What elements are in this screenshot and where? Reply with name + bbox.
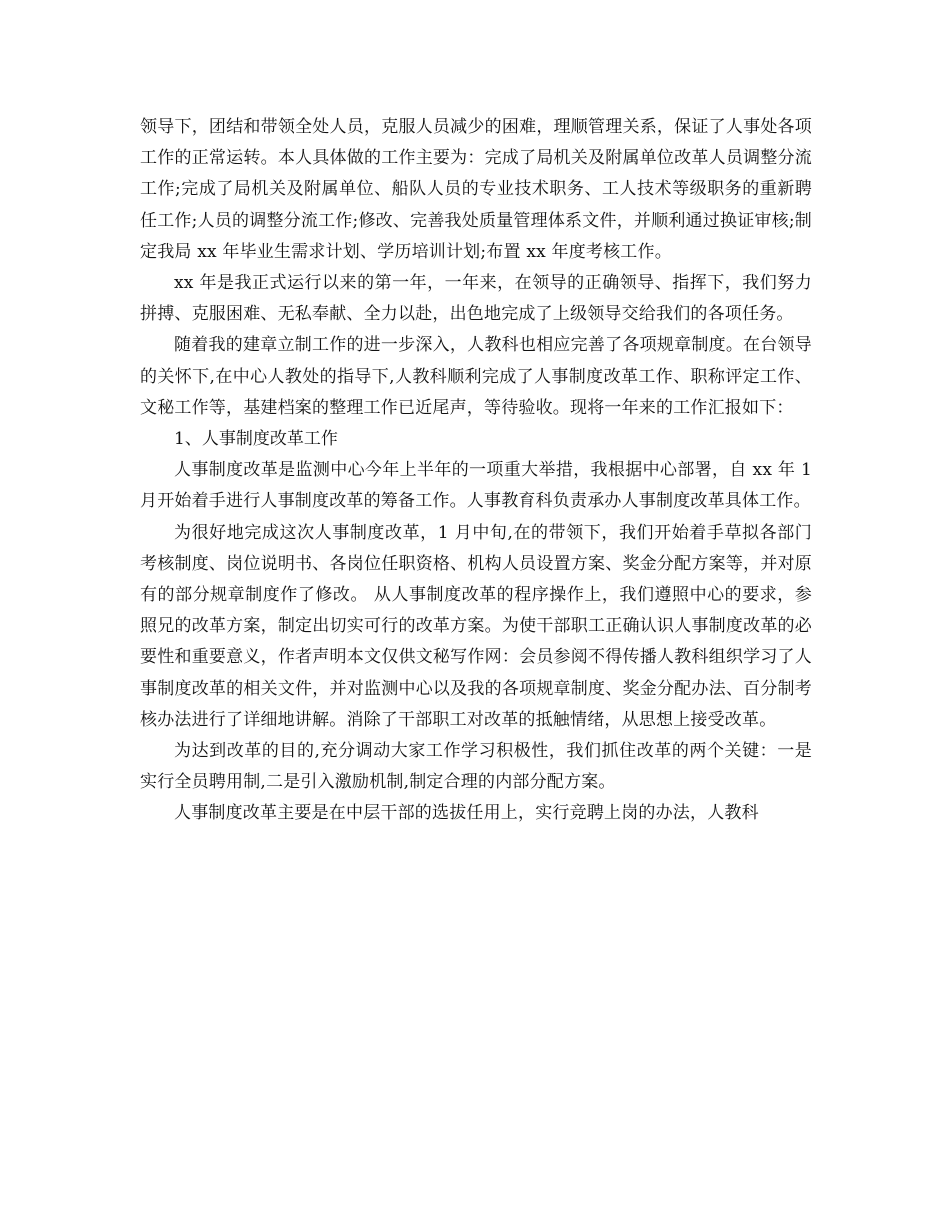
paragraph-2: xx 年是我正式运行以来的第一年，一年来，在领导的正确领导、指挥下，我们努力拼搏、克服困难、无私奉献、全力以赴，出色地完成了上级领导交给我们的各项任务。 [140,273,812,325]
document-page [140,112,812,830]
paragraph-3: 随着我的建章立制工作的进一步深入，人教科也相应完善了各项规章制度。在台领导的关怀下,在中心人教处的指导下,人教科顺利完成了人事制度改革工作、职称评定工作、文秘工作等，基建档案的整理工作已近尾声，等待验收。现将一年来的工作汇报如下： [140,335,812,418]
section-heading-1: 1、人事制度改革工作 [174,429,338,450]
paragraph-5: 为很好地完成这次人事制度改革，1 月中旬,在的带领下，我们开始着手草拟各部门考核制度、岗位说明书、各岗位任职资格、机构人员设置方案、奖金分配方案等，并对原有的部分规章制度作了修改。 从人事制度改革的程序操作上，我们遵照中心的要求，参照兄的改革方案，制定出切实可行的改革方案。为使干部职工正确认识人事制度改革的必要性和重要意义，作者声明本文仅供文秘写作网：会员参阅不得传播人教科组织学习了人事制度改革的相关文件，并对监测中心以及我的各项规章制度、奖金分配办法、百分制考核办法进行了详细地讲解。消除了干部职工对改革的抵触情绪，从思想上接受改革。 [140,522,812,730]
paragraph-6: 为达到改革的目的,充分调动大家工作学习积极性，我们抓住改革的两个关键：一是实行全员聘用制,二是引入激励机制,制定合理的内部分配方案。 [140,741,812,793]
paragraph-1-continued: 领导下，团结和带领全处人员，克服人员减少的困难，理顺管理关系，保证了人事处各项工作的正常运转。本人具体做的工作主要为：完成了局机关及附属单位改革人员调整分流工作;完成了局机关及附属单位、船队人员的专业技术职务、工人技术等级职务的重新聘任工作;人员的调整分流工作;修改、完善我处质量管理体系文件，并顺利通过换证审核;制定我局 xx 年毕业生需求计划、学历培训计划;布置 xx 年度考核工作。 [140,117,812,262]
paragraph-4: 人事制度改革是监测中心今年上半年的一项重大举措，我根据中心部署，自 xx 年 1 月开始着手进行人事制度改革的筹备工作。人事教育科负责承办人事制度改革具体工作。 [140,460,812,512]
paragraph-7: 人事制度改革主要是在中层干部的选拔任用上，实行竞聘上岗的办法，人教科 [174,803,759,824]
